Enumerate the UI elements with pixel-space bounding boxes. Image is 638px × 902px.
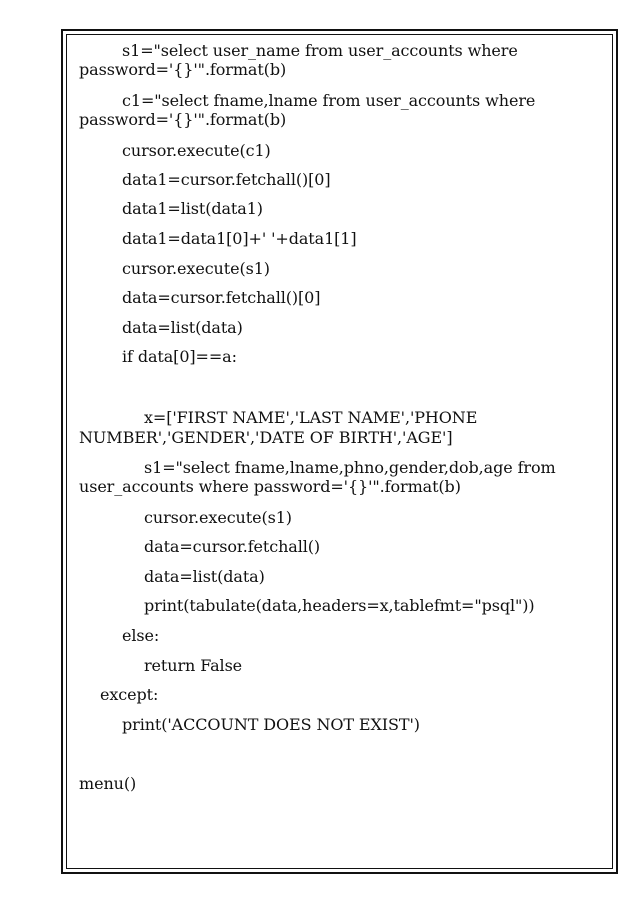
code-line: x=['FIRST NAME','LAST NAME','PHONE xyxy=(144,408,478,427)
code-line: data=cursor.fetchall() xyxy=(144,537,321,556)
code-line: data=cursor.fetchall()[0] xyxy=(122,288,321,307)
code-line: if data[0]==a: xyxy=(122,347,237,366)
code-line: except: xyxy=(100,685,159,704)
code-line: else: xyxy=(122,626,160,645)
code-line: s1="select fname,lname,phno,gender,dob,age from xyxy=(144,458,556,477)
code-line: NUMBER','GENDER','DATE OF BIRTH','AGE'] xyxy=(79,428,453,447)
code-line: user_accounts where password='{}'".format(b) xyxy=(79,477,461,496)
code-line: cursor.execute(s1) xyxy=(144,508,292,527)
code-line: data1=data1[0]+' '+data1[1] xyxy=(122,229,357,248)
code-line: cursor.execute(c1) xyxy=(122,141,271,160)
code-line: print('ACCOUNT DOES NOT EXIST') xyxy=(122,715,420,734)
code-line: data1=cursor.fetchall()[0] xyxy=(122,170,331,189)
code-line: print(tabulate(data,headers=x,tablefmt="psql")) xyxy=(144,596,535,615)
code-line: data=list(data) xyxy=(122,318,243,337)
code-line: s1="select user_name from user_accounts where xyxy=(122,41,518,60)
code-line: menu() xyxy=(79,774,137,793)
code-line: return False xyxy=(144,656,243,675)
code-line: data1=list(data1) xyxy=(122,199,263,218)
code-line: c1="select fname,lname from user_accounts where xyxy=(122,91,536,110)
code-line: cursor.execute(s1) xyxy=(122,259,270,278)
code-line: password='{}'".format(b) xyxy=(79,60,287,79)
code-line: password='{}'".format(b) xyxy=(79,110,287,129)
code-line: data=list(data) xyxy=(144,567,265,586)
